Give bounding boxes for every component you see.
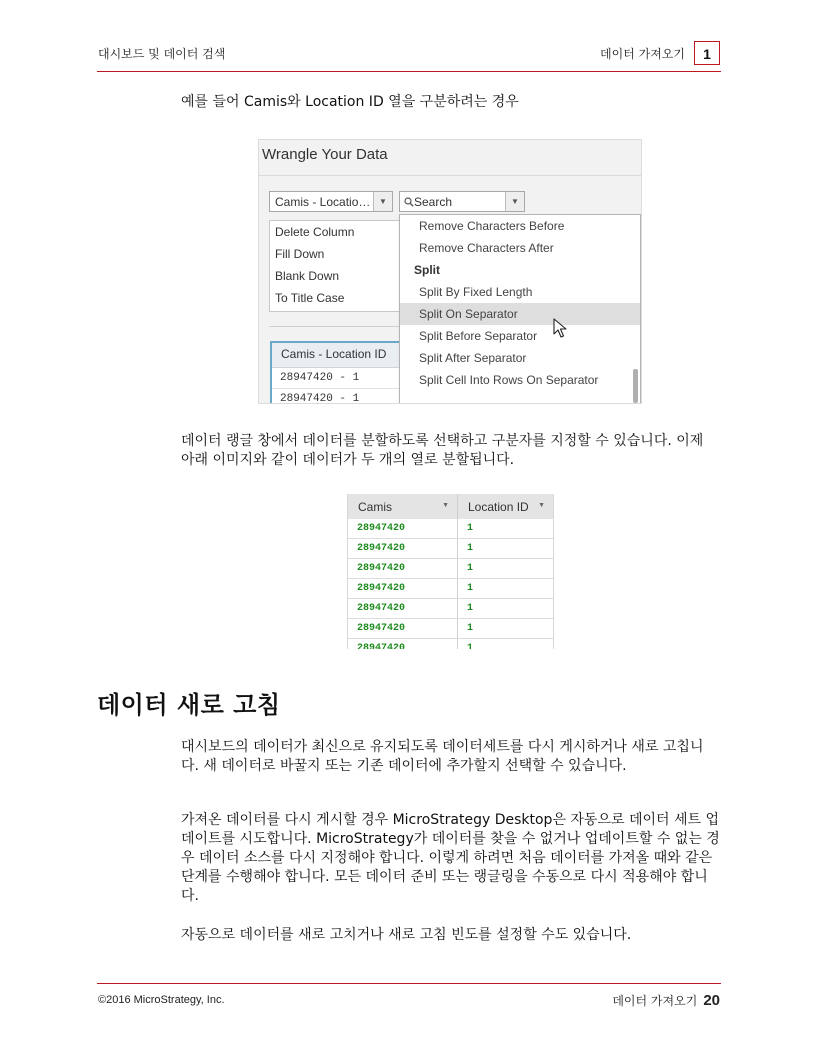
footer-page-info — [612, 992, 720, 1009]
menu-item-split-before-separator[interactable]: Split Before Separator — [419, 329, 538, 343]
title-divider — [259, 175, 641, 176]
section-heading: 데이터 새로 고침 — [97, 691, 281, 719]
table-row — [348, 559, 554, 579]
chevron-down-icon[interactable]: ▼ — [505, 192, 524, 211]
menu-group-split: Split — [414, 263, 440, 277]
split-result-table — [348, 494, 554, 649]
mouse-pointer-icon — [553, 318, 569, 340]
table-row — [348, 599, 554, 619]
footer-copyright: ©2016 MicroStrategy, Inc. — [98, 994, 225, 1006]
chapter-number-box: 1 — [694, 41, 720, 65]
function-dropdown-menu — [399, 214, 641, 404]
camis-cell: 28947420 — [348, 619, 458, 639]
table-row — [348, 519, 554, 539]
column-preview-header[interactable]: Camis - Location ID — [272, 343, 408, 368]
paragraph-republish: 가져온 데이터를 다시 게시할 경우 MicroStrategy Desktop은 자동으로 데이터 세트 업데이트를 시도합니다. MicroStrategy가 데이터를 찾을 수 없거나 업데이트할 수 없는 경우 데이터 소스를 다시 지정해야 합니다. 이렇게 하려면 처음 데이터를 가져올 때와 같은 단계를 수행해야 합니다. 모든 데이터 준비 또는 랭글링을 수동으로 다시 적용해야 합니다. — [181, 812, 720, 904]
action-to-title-case[interactable]: To Title Case — [275, 291, 345, 305]
intro-text: 예를 들어 Camis와 Location ID 열을 구분하려는 경우 — [181, 94, 519, 110]
menu-item-split-cell-into-rows[interactable]: Split Cell Into Rows On Separator — [419, 373, 599, 387]
wrangle-screenshot — [258, 139, 642, 404]
action-delete-column[interactable]: Delete Column — [275, 225, 355, 239]
location-id-cell: 1 — [458, 599, 554, 619]
column-preview-row: 28947420 - 1 — [272, 389, 408, 404]
table-row — [348, 579, 554, 599]
menu-scrollbar[interactable] — [633, 369, 638, 403]
running-header-section: 대시보드 및 데이터 검색 — [98, 47, 226, 61]
footer-chapter: 데이터 가져오기 — [612, 994, 698, 1008]
menu-item-split-after-separator[interactable]: Split After Separator — [419, 351, 527, 365]
column-select-value: Camis - Locatio… — [275, 195, 371, 209]
search-select[interactable] — [399, 191, 525, 212]
running-header-chapter: 데이터 가져오기 — [600, 47, 685, 61]
paragraph-refresh-intro: 대시보드의 데이터가 최신으로 유지되도록 데이터세트를 다시 게시하거나 새로 고칩니다. 새 데이터로 바꿀지 또는 기존 데이터에 추가할지 선택할 수 있습니다. — [181, 739, 704, 774]
search-label — [404, 195, 452, 209]
action-blank-down[interactable]: Blank Down — [275, 269, 340, 283]
menu-item-remove-characters-before[interactable]: Remove Characters Before — [419, 219, 565, 233]
action-fill-down[interactable]: Fill Down — [275, 247, 325, 261]
sort-down-icon[interactable]: ▼ — [538, 502, 545, 509]
column-header-location-id[interactable] — [458, 494, 554, 519]
menu-item-remove-characters-after[interactable]: Remove Characters After — [419, 241, 554, 255]
footer-rule — [97, 983, 721, 984]
table-row — [348, 539, 554, 559]
table-row — [348, 639, 554, 650]
column-preview-row: 28947420 - 1 — [272, 368, 408, 389]
column-header-label: Location ID — [468, 499, 529, 514]
action-list — [269, 220, 409, 312]
camis-cell: 28947420 — [348, 579, 458, 599]
location-id-cell: 1 — [458, 559, 554, 579]
column-preview — [270, 341, 410, 404]
table-row — [348, 619, 554, 639]
camis-cell: 28947420 — [348, 539, 458, 559]
camis-cell: 28947420 — [348, 599, 458, 619]
menu-item-split-on-separator[interactable]: Split On Separator — [400, 303, 640, 325]
chevron-down-icon[interactable]: ▼ — [373, 192, 392, 211]
list-divider — [269, 326, 399, 327]
location-id-cell: 1 — [458, 639, 554, 650]
location-id-cell: 1 — [458, 539, 554, 559]
column-header-camis[interactable] — [348, 494, 458, 519]
header-rule — [97, 71, 721, 72]
sort-down-icon[interactable]: ▼ — [442, 502, 449, 509]
split-result-screenshot — [347, 494, 554, 649]
split-description: 데이터 랭글 창에서 데이터를 분할하도록 선택하고 구분자를 지정할 수 있습니다. 이제 아래 이미지와 같이 데이터가 두 개의 열로 분할됩니다. — [181, 433, 704, 468]
paragraph-auto-refresh: 자동으로 데이터를 새로 고치거나 새로 고침 빈도를 설정할 수도 있습니다. — [181, 927, 632, 943]
location-id-cell: 1 — [458, 619, 554, 639]
wrangle-title: Wrangle Your Data — [262, 146, 388, 163]
search-icon — [404, 197, 414, 207]
column-header-label: Camis — [358, 499, 393, 514]
camis-cell: 28947420 — [348, 519, 458, 539]
menu-item-split-by-fixed-length[interactable]: Split By Fixed Length — [419, 285, 533, 299]
search-placeholder: Search — [414, 195, 453, 209]
location-id-cell: 1 — [458, 519, 554, 539]
location-id-cell: 1 — [458, 579, 554, 599]
camis-cell: 28947420 — [348, 639, 458, 650]
camis-cell: 28947420 — [348, 559, 458, 579]
page-number: 20 — [703, 992, 720, 1009]
column-select[interactable] — [269, 191, 393, 212]
